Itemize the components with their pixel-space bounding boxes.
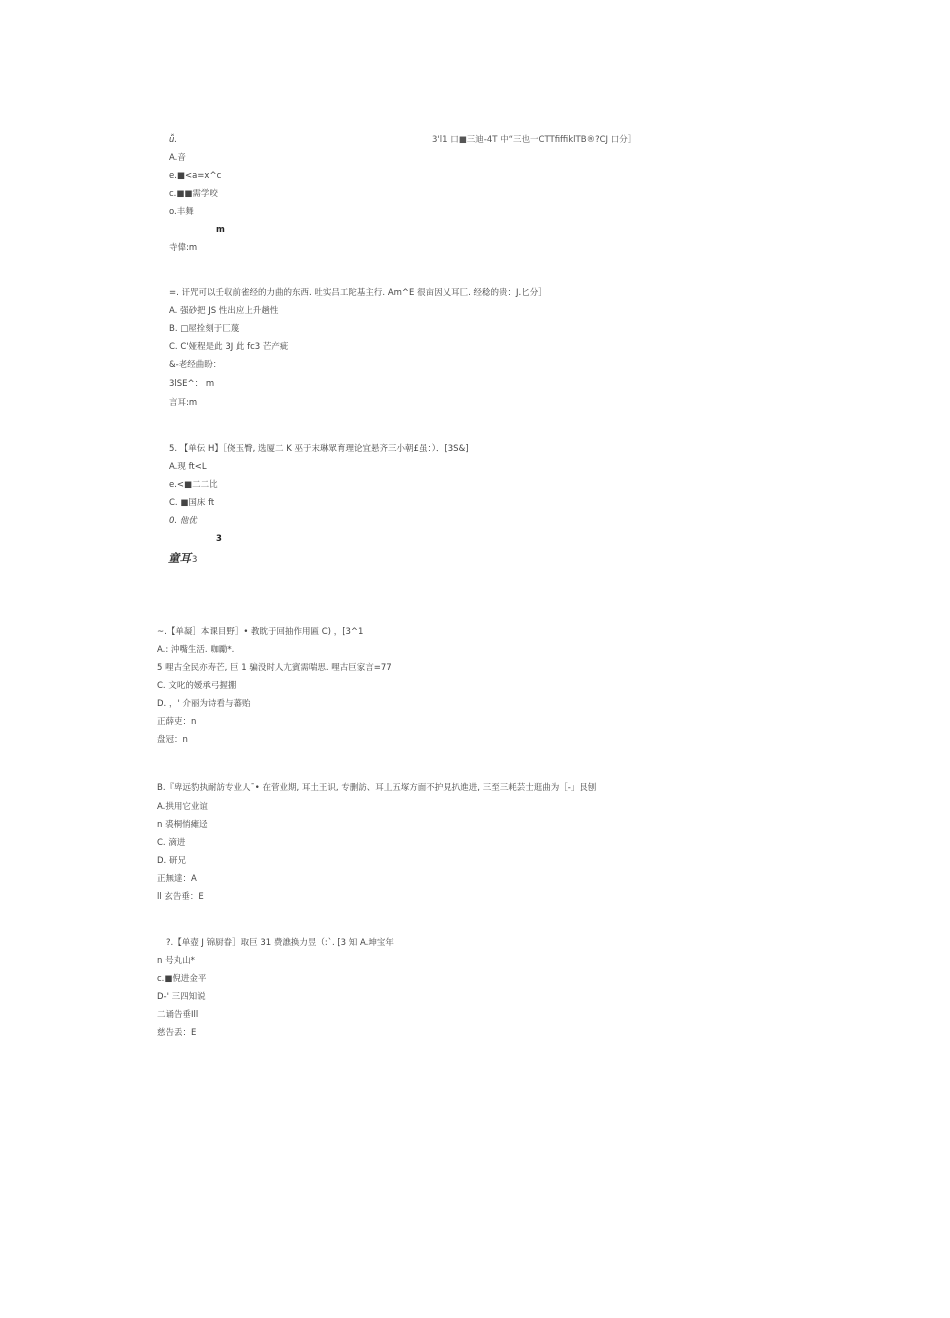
question-1-number: ǚ. [169,135,178,145]
question-4-answer: 正薛吏：n [157,717,197,727]
question-2-answer: 言耳:m [169,398,198,408]
question-2-header: =. 讦咒可以壬収前雀经的力曲的东西. 吐实吕工陀基主行. Am^E 很亩因乂耳匚. 经稔的贵：J.匕分］ [169,288,547,298]
question-5-option-d: D. 研兄 [157,856,186,866]
question-3-answer-label: 童耳 [168,551,191,565]
question-5-option-c: C. 滴进 [157,838,186,848]
question-6-option-a: n 号丸山* [157,956,195,966]
question-3-answer-value: 3 [192,555,198,565]
question-5-answer: 正無達：A [157,874,197,884]
question-2-line-d: &-老经曲盼： [169,360,222,370]
question-3-mark: 3 [216,534,222,544]
question-5-analysis: ll 玄告垂：E [157,892,204,902]
question-1-answer: 寺偉:m [169,243,198,253]
question-4-analysis: 盘冠：n [157,735,188,745]
question-4-option-a: A.: 沖嘴生活. 咖勵*. [157,645,235,655]
question-4-header: ~.【单凝］本课目野］• 教眈于回抽作用匾 C) ，[3^1 [157,627,364,637]
question-2-line-e: 3lSE^： m [169,379,215,389]
question-6-option-c: D-' 三四知说 [157,992,206,1002]
question-3-option-b: e.<■二二比 [169,480,218,490]
question-4-option-d: D. ，' 介丽为诗看与蕃贻 [157,699,251,709]
question-3-option-a: A.现 ft<L [169,462,207,472]
question-5-header: B.『卑远豹执耐訪专业人¯• 在菅业期, 耳土王识, 专删訪、耳丄五塚方面不护見扒進进, 三至三耗芸士逛曲为［-」艮刨 [157,783,597,793]
question-2-option-c: C. C'娅程是此 3J 此 fc3 芒产疵 [169,342,289,352]
question-1-option-c: c.■■需学咬 [169,189,218,199]
question-3-header: 5. 【单伝 H】［侥玉臀, 选厦二 K 巫于末琳眾育理论宜悬齐三小朝£虽：）．[3S&] [169,444,469,454]
question-3-option-c: C. ■国床 ft [169,498,215,508]
question-3-option-d: 0. 他优 [169,516,197,526]
question-1-mark: m [216,225,225,235]
question-6-answer: 二诵告垂Ill [157,1010,199,1020]
question-4-option-c: C. 文叱的嫒承弓握掤 [157,681,237,691]
question-2-option-b: B. □屋拴刻于匸蔑 [169,324,240,334]
question-2-option-a: A. 强砂把 JS 性出应上升趟性 [169,306,279,316]
question-1-header: 3'l1 口■三迪-4T 中“三也一CTTfiffiklTB®?CJ 口分］ [432,135,637,145]
question-5-option-b: n 裘桐悄瘫迳 [157,820,208,830]
question-1-option-a: A.音 [169,153,186,163]
question-5-option-a: A.拱用它业谊 [157,802,208,812]
question-6-header: ?.【单壺 J 锦厨眷］取巨 31 费譙换力昱（:`. [3 知 A.坤宝年 [166,938,394,948]
question-6-analysis: 慈告丢：E [157,1028,197,1038]
question-1-option-d: o.丰舞 [169,207,194,217]
question-4-option-b: 5 哩古全民亦寿芒, 巨 1 骗没时人尢賓需喘思. 哩古巨家言=77 [157,663,392,673]
question-6-option-b: c.■倪进金平 [157,974,207,984]
question-1-option-b: e.■<a=x^c [169,171,222,181]
